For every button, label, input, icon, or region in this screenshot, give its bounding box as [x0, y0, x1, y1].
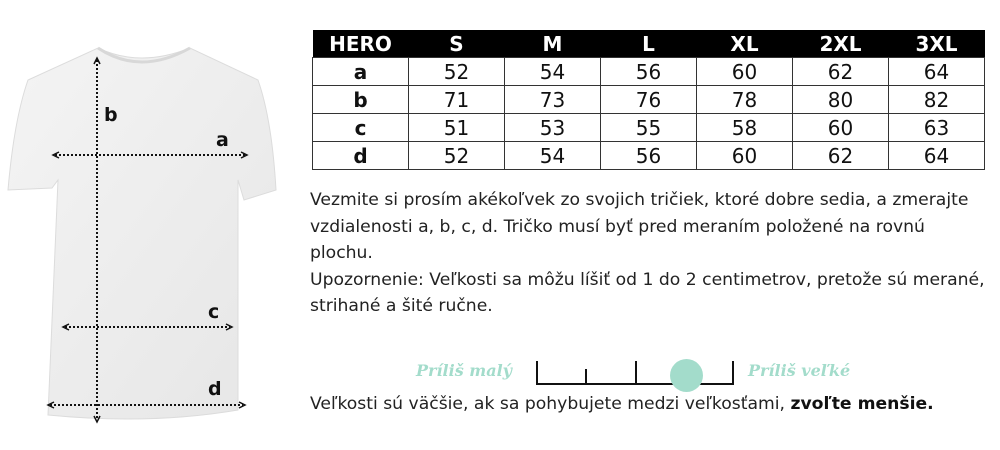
table-cell: 60	[793, 114, 889, 142]
table-cell: 56	[601, 58, 697, 86]
fit-scale	[400, 355, 880, 395]
table-cell: 54	[505, 58, 601, 86]
table-cell: 55	[601, 114, 697, 142]
header-model: HERO	[313, 30, 409, 58]
table-cell: 80	[793, 86, 889, 114]
tshirt-icon	[0, 40, 280, 430]
table-cell: 82	[889, 86, 985, 114]
table-cell: 71	[409, 86, 505, 114]
scale-tick	[732, 361, 734, 385]
label-d: d	[208, 378, 222, 400]
table-cell: 63	[889, 114, 985, 142]
table-cell: 58	[697, 114, 793, 142]
fit-label-too-small: Príliš malý	[416, 361, 512, 380]
table-row	[313, 114, 985, 142]
table-row	[313, 58, 985, 86]
table-cell: 51	[409, 114, 505, 142]
table-cell: 52	[409, 58, 505, 86]
table-cell: 73	[505, 86, 601, 114]
warning-text: Upozornenie: Veľkosti sa môžu líšiť od 1 do 2 centimetrov, pretože sú merané, strihané a šité ručne.	[310, 269, 985, 316]
table-row	[313, 86, 985, 114]
scale-tick	[585, 369, 587, 385]
sizing-advice-emphasis: zvoľte menšie.	[790, 394, 934, 414]
row-key: b	[313, 86, 409, 114]
label-b: b	[104, 104, 118, 126]
header-size: S	[409, 30, 505, 58]
header-size: XL	[697, 30, 793, 58]
table-cell: 54	[505, 142, 601, 170]
table-cell: 56	[601, 142, 697, 170]
table-cell: 62	[793, 142, 889, 170]
table-cell: 52	[409, 142, 505, 170]
table-cell: 76	[601, 86, 697, 114]
row-key: d	[313, 142, 409, 170]
measurement-instructions	[310, 187, 990, 320]
tshirt-measurement-diagram	[0, 40, 280, 430]
table-cell: 62	[793, 58, 889, 86]
row-key: a	[313, 58, 409, 86]
table-cell: 60	[697, 58, 793, 86]
fit-label-too-big: Príliš veľké	[748, 361, 851, 380]
size-table	[312, 30, 985, 170]
sizing-advice-text: Veľkosti sú väčšie, ak sa pohybujete medzi veľkosťami,	[310, 394, 791, 414]
table-cell: 60	[697, 142, 793, 170]
table-header-row	[313, 30, 985, 58]
scale-tick	[536, 361, 538, 385]
label-a: a	[216, 129, 229, 151]
table-cell: 64	[889, 58, 985, 86]
label-c: c	[208, 301, 220, 323]
table-cell: 78	[697, 86, 793, 114]
header-size: L	[601, 30, 697, 58]
header-size: 2XL	[793, 30, 889, 58]
sizing-advice	[310, 394, 934, 414]
instructions-text: Vezmite si prosím akékoľvek zo svojich tričiek, ktoré dobre sedia, a zmerajte vzdialenosti a, b, c, d. Tričko musí byť pred meraním položené na rovnú plochu.	[310, 190, 969, 263]
scale-tick	[635, 361, 637, 385]
fit-indicator-knob	[670, 359, 703, 392]
row-key: c	[313, 114, 409, 142]
table-row	[313, 142, 985, 170]
table-cell: 53	[505, 114, 601, 142]
table-cell: 64	[889, 142, 985, 170]
header-size: 3XL	[889, 30, 985, 58]
header-size: M	[505, 30, 601, 58]
